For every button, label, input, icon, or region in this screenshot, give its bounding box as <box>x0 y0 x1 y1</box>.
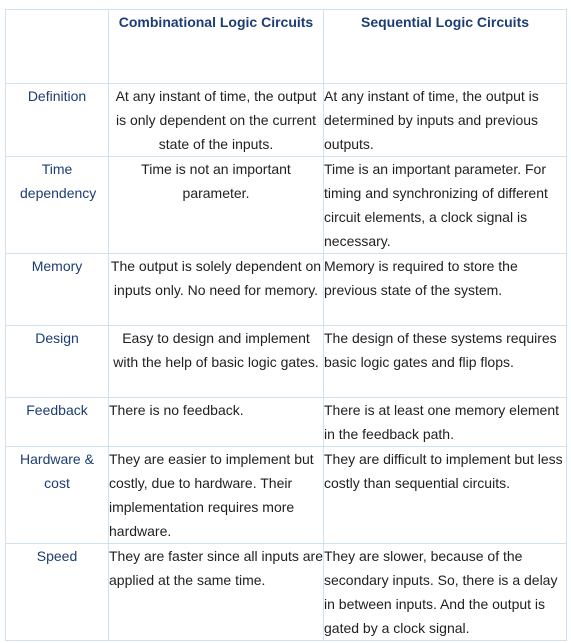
table-row <box>6 398 567 447</box>
row-label: Feedback <box>6 398 109 447</box>
table-row <box>6 157 567 254</box>
header-sequential: Sequential Logic Circuits <box>324 10 567 84</box>
row-label: Time dependency <box>6 157 109 254</box>
cell-combinational: There is no feedback. <box>109 398 324 447</box>
cell-combinational: Time is not an important parameter. <box>109 157 324 254</box>
cell-combinational: Easy to design and implement with the help of basic logic gates. <box>109 326 324 398</box>
cell-combinational: The output is solely dependent on inputs only. No need for memory. <box>109 254 324 326</box>
cell-sequential: They are difficult to implement but less costly than sequential circuits. <box>324 447 567 544</box>
cell-sequential: Time is an important parameter. For timing and synchronizing of different circuit elements, a clock signal is necessary. <box>324 157 567 254</box>
row-label: Hardware & cost <box>6 447 109 544</box>
comparison-table <box>5 9 567 641</box>
table-row <box>6 84 567 157</box>
cell-sequential: Memory is required to store the previous state of the system. <box>324 254 567 326</box>
table-row <box>6 447 567 544</box>
cell-sequential: There is at least one memory element in the feedback path. <box>324 398 567 447</box>
table-row <box>6 326 567 398</box>
table-row <box>6 254 567 326</box>
row-label: Memory <box>6 254 109 326</box>
header-corner-cell <box>6 10 109 84</box>
cell-sequential: At any instant of time, the output is determined by inputs and previous outputs. <box>324 84 567 157</box>
table-header-row <box>6 10 567 84</box>
cell-combinational: They are easier to implement but costly, due to hardware. Their implementation requires more hardware. <box>109 447 324 544</box>
cell-combinational: At any instant of time, the output is only dependent on the current state of the inputs. <box>109 84 324 157</box>
row-label: Design <box>6 326 109 398</box>
row-label: Definition <box>6 84 109 157</box>
row-label: Speed <box>6 544 109 641</box>
cell-sequential: The design of these systems requires basic logic gates and flip flops. <box>324 326 567 398</box>
table-row <box>6 544 567 641</box>
cell-sequential: They are slower, because of the secondary inputs. So, there is a delay in between inputs. And the output is gated by a clock signal. <box>324 544 567 641</box>
cell-combinational: They are faster since all inputs are applied at the same time. <box>109 544 324 641</box>
header-combinational: Combinational Logic Circuits <box>109 10 324 84</box>
